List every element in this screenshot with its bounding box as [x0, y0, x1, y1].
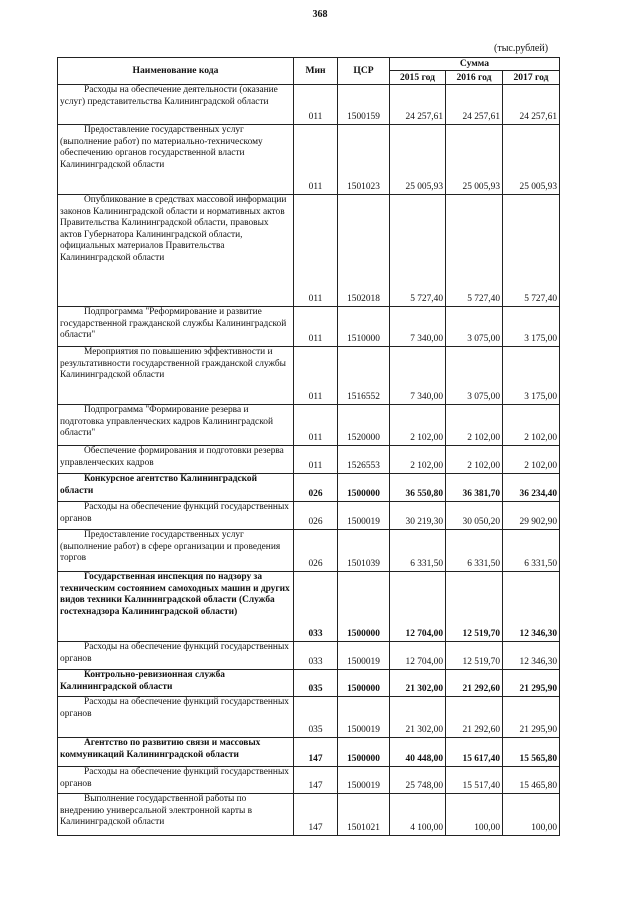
- row-csr: 1516552: [338, 347, 390, 405]
- row-value-2016: 24 257,61: [446, 85, 503, 125]
- row-value-2017: 3 175,00: [503, 307, 560, 347]
- row-value-2017: 3 175,00: [503, 347, 560, 405]
- row-csr: 1500019: [338, 767, 390, 794]
- row-value-2015: 7 340,00: [390, 347, 446, 405]
- header-2015: 2015 год: [390, 71, 446, 85]
- row-value-2016: 15 517,40: [446, 767, 503, 794]
- row-min: 026: [294, 474, 338, 502]
- row-name: [58, 767, 294, 794]
- row-value-2015: 7 340,00: [390, 307, 446, 347]
- header-2017: 2017 год: [503, 71, 560, 85]
- table-row: [58, 767, 560, 794]
- row-csr: 1501021: [338, 794, 390, 836]
- row-name-text: Государственная инспекция по надзору за техническим состоянием самоходных машин и других видов техники Калининградской области (Служба гостехнадзора Калининградской области): [60, 572, 290, 617]
- row-value-2016: 6 331,50: [446, 530, 503, 572]
- table-row: [58, 572, 560, 642]
- row-value-2015: 25 748,00: [390, 767, 446, 794]
- row-min: 147: [294, 794, 338, 836]
- row-min: 011: [294, 405, 338, 446]
- header-min: Мин: [294, 58, 338, 85]
- row-value-2016: 2 102,00: [446, 446, 503, 474]
- table-row: [58, 738, 560, 767]
- row-value-2017: 21 295,90: [503, 670, 560, 697]
- row-name: [58, 85, 294, 125]
- row-csr: 1501023: [338, 125, 390, 195]
- row-csr: 1510000: [338, 307, 390, 347]
- row-name-text: Расходы на обеспечение функций государственных органов: [60, 642, 289, 664]
- row-value-2016: 25 005,93: [446, 125, 503, 195]
- row-value-2015: 4 100,00: [390, 794, 446, 836]
- row-name-text: Расходы на обеспечение функций государственных органов: [60, 502, 289, 524]
- row-value-2015: 40 448,00: [390, 738, 446, 767]
- table-row: [58, 85, 560, 125]
- row-name: [58, 347, 294, 405]
- row-value-2016: 21 292,60: [446, 697, 503, 738]
- row-csr: 1500000: [338, 670, 390, 697]
- row-name-text: Опубликование в средствах массовой информации законов Калининградской области и нормативных актов Правительства Калининградской области, правовых актов Губернатора Калининградской области, официальных материалов Правительства Калининградской области: [60, 195, 287, 263]
- row-value-2016: 36 381,70: [446, 474, 503, 502]
- row-value-2017: 12 346,30: [503, 642, 560, 670]
- row-name-text: Мероприятия по повышению эффективности и результативности государственной гражданской службы Калининградской области: [60, 347, 286, 381]
- row-csr: 1500019: [338, 502, 390, 530]
- table-row: [58, 502, 560, 530]
- row-min: 033: [294, 642, 338, 670]
- row-csr: 1500019: [338, 697, 390, 738]
- row-name-text: Контрольно-ревизионная служба Калининградской области: [60, 670, 225, 692]
- row-csr: 1500000: [338, 474, 390, 502]
- row-value-2017: 15 565,80: [503, 738, 560, 767]
- header-2016: 2016 год: [446, 71, 503, 85]
- row-value-2017: 6 331,50: [503, 530, 560, 572]
- row-value-2016: 100,00: [446, 794, 503, 836]
- table-row: [58, 697, 560, 738]
- row-value-2017: 12 346,30: [503, 572, 560, 642]
- row-name-text: Подпрограмма "Реформирование и развитие государственной гражданской службы Калининградской области": [60, 307, 287, 341]
- row-min: 147: [294, 738, 338, 767]
- row-name: [58, 474, 294, 502]
- row-value-2016: 3 075,00: [446, 347, 503, 405]
- table-row: [58, 307, 560, 347]
- row-value-2016: 21 292,60: [446, 670, 503, 697]
- table-row: [58, 794, 560, 836]
- row-csr: 1520000: [338, 405, 390, 446]
- table-row: [58, 530, 560, 572]
- row-value-2016: 12 519,70: [446, 642, 503, 670]
- row-name: [58, 195, 294, 307]
- row-min: 147: [294, 767, 338, 794]
- row-name-text: Расходы на обеспечение функций государственных органов: [60, 697, 289, 719]
- row-value-2016: 2 102,00: [446, 405, 503, 446]
- row-name-text: Обеспечение формирования и подготовки резерва управленческих кадров: [60, 446, 284, 468]
- row-value-2017: 2 102,00: [503, 405, 560, 446]
- row-value-2017: 29 902,90: [503, 502, 560, 530]
- row-name: [58, 502, 294, 530]
- row-min: 011: [294, 446, 338, 474]
- units-label: (тыс.рублей): [494, 43, 549, 54]
- row-name: [58, 530, 294, 572]
- row-name: [58, 446, 294, 474]
- row-value-2016: 5 727,40: [446, 195, 503, 307]
- row-value-2016: 3 075,00: [446, 307, 503, 347]
- row-value-2015: 2 102,00: [390, 446, 446, 474]
- row-name-text: Предоставление государственных услуг (выполнение работ) в сфере организации и проведения торгов: [60, 530, 281, 564]
- row-name-text: Подпрограмма "Формирование резерва и подготовка управленческих кадров Калининградской области": [60, 405, 273, 439]
- row-csr: 1500019: [338, 642, 390, 670]
- row-value-2017: 100,00: [503, 794, 560, 836]
- row-name-text: Агентство по развитию связи и массовых коммуникаций Калининградской области: [60, 738, 261, 760]
- budget-table: [57, 57, 560, 836]
- row-min: 035: [294, 697, 338, 738]
- row-value-2017: 24 257,61: [503, 85, 560, 125]
- page-number: 368: [312, 9, 328, 20]
- row-name: [58, 738, 294, 767]
- table-row: [58, 642, 560, 670]
- row-min: 011: [294, 347, 338, 405]
- row-value-2015: 36 550,80: [390, 474, 446, 502]
- row-value-2015: 21 302,00: [390, 670, 446, 697]
- row-value-2017: 5 727,40: [503, 195, 560, 307]
- row-name: [58, 572, 294, 642]
- row-value-2015: 25 005,93: [390, 125, 446, 195]
- row-name: [58, 307, 294, 347]
- row-name-text: Расходы на обеспечение деятельности (оказание услуг) представительства Калининградской области: [60, 85, 278, 107]
- row-name-text: Конкурсное агентство Калининградской области: [60, 474, 257, 496]
- row-csr: 1501039: [338, 530, 390, 572]
- row-value-2017: 2 102,00: [503, 446, 560, 474]
- row-value-2016: 12 519,70: [446, 572, 503, 642]
- row-min: 011: [294, 85, 338, 125]
- row-min: 026: [294, 502, 338, 530]
- table-body: [58, 85, 560, 836]
- row-value-2015: 6 331,50: [390, 530, 446, 572]
- row-name: [58, 794, 294, 836]
- row-value-2015: 30 219,30: [390, 502, 446, 530]
- header-name: Наименование кода: [58, 58, 294, 85]
- row-name: [58, 670, 294, 697]
- row-value-2015: 24 257,61: [390, 85, 446, 125]
- row-value-2017: 21 295,90: [503, 697, 560, 738]
- table-row: [58, 195, 560, 307]
- row-value-2017: 36 234,40: [503, 474, 560, 502]
- row-name-text: Расходы на обеспечение функций государственных органов: [60, 767, 289, 789]
- row-value-2015: 12 704,00: [390, 572, 446, 642]
- table-row: [58, 670, 560, 697]
- table-row: [58, 446, 560, 474]
- row-min: 026: [294, 530, 338, 572]
- row-name-text: Выполнение государственной работы по внедрению универсальной электронной карты в Калининградской области: [60, 794, 253, 828]
- row-min: 011: [294, 307, 338, 347]
- row-min: 011: [294, 125, 338, 195]
- row-value-2017: 25 005,93: [503, 125, 560, 195]
- header-sum: Сумма: [390, 58, 560, 71]
- row-value-2015: 21 302,00: [390, 697, 446, 738]
- row-value-2015: 2 102,00: [390, 405, 446, 446]
- table-row: [58, 474, 560, 502]
- row-value-2017: 15 465,80: [503, 767, 560, 794]
- row-name: [58, 125, 294, 195]
- row-min: 033: [294, 572, 338, 642]
- row-min: 011: [294, 195, 338, 307]
- row-name: [58, 642, 294, 670]
- row-csr: 1500000: [338, 738, 390, 767]
- row-min: 035: [294, 670, 338, 697]
- row-value-2016: 30 050,20: [446, 502, 503, 530]
- row-value-2015: 5 727,40: [390, 195, 446, 307]
- row-name-text: Предоставление государственных услуг (выполнение работ) по материально-техническому обеспечению органов государственной власти Калининградской области: [60, 125, 263, 170]
- row-csr: 1502018: [338, 195, 390, 307]
- row-value-2015: 12 704,00: [390, 642, 446, 670]
- row-csr: 1500000: [338, 572, 390, 642]
- row-name: [58, 697, 294, 738]
- table-row: [58, 125, 560, 195]
- row-name: [58, 405, 294, 446]
- header-csr: ЦСР: [338, 58, 390, 85]
- row-csr: 1500159: [338, 85, 390, 125]
- table-row: [58, 405, 560, 446]
- table-row: [58, 347, 560, 405]
- row-value-2016: 15 617,40: [446, 738, 503, 767]
- row-csr: 1526553: [338, 446, 390, 474]
